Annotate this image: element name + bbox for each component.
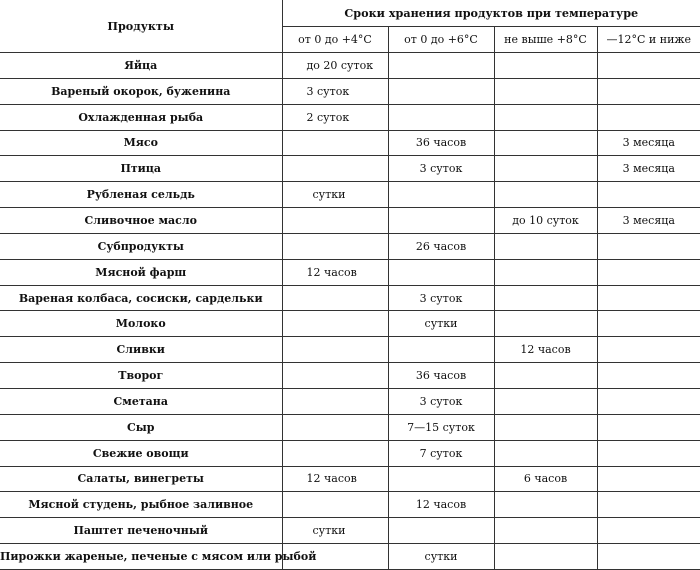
table-row — [0, 388, 700, 414]
temp-minus-12-cell: 3 месяца — [597, 130, 700, 156]
temp-header-minus-12: —12°С и ниже — [597, 27, 700, 53]
product-name-cell: Свежие овощи — [0, 440, 282, 466]
table-row — [0, 311, 700, 337]
temp-max-8-cell — [494, 518, 597, 544]
temp-0-4-cell: 3 суток — [282, 78, 388, 104]
table-row — [0, 182, 700, 208]
product-name-cell: Молоко — [0, 311, 282, 337]
table-row — [0, 233, 700, 259]
table-row — [0, 466, 700, 492]
temp-max-8-cell — [494, 311, 597, 337]
temp-0-6-cell: 12 часов — [388, 492, 494, 518]
temp-0-6-cell — [388, 208, 494, 234]
table-row — [0, 156, 700, 182]
temp-0-6-cell — [388, 466, 494, 492]
temp-max-8-cell — [494, 492, 597, 518]
temp-minus-12-cell — [597, 233, 700, 259]
temp-max-8-cell — [494, 130, 597, 156]
temp-0-6-cell — [388, 337, 494, 363]
temp-0-4-cell — [282, 233, 388, 259]
table-row — [0, 104, 700, 130]
temp-0-6-cell: сутки — [388, 544, 494, 570]
table-header — [0, 0, 700, 53]
temp-0-4-cell — [282, 440, 388, 466]
table-row — [0, 130, 700, 156]
temp-0-4-cell — [282, 130, 388, 156]
product-name-cell: Сливки — [0, 337, 282, 363]
temp-max-8-cell: до 10 суток — [494, 208, 597, 234]
product-name-cell: Сыр — [0, 414, 282, 440]
product-name-cell: Сметана — [0, 388, 282, 414]
temp-0-6-cell — [388, 53, 494, 79]
temp-0-6-cell — [388, 104, 494, 130]
product-name-cell: Вареный окорок, буженина — [0, 78, 282, 104]
temp-0-4-cell — [282, 156, 388, 182]
temp-0-6-cell: 3 суток — [388, 285, 494, 311]
product-name-cell: Мясной фарш — [0, 259, 282, 285]
temp-minus-12-cell — [597, 440, 700, 466]
temp-minus-12-cell — [597, 285, 700, 311]
temp-minus-12-cell — [597, 414, 700, 440]
temp-0-6-cell — [388, 259, 494, 285]
product-name-cell: Охлажденная рыба — [0, 104, 282, 130]
temp-0-4-cell: сутки — [282, 518, 388, 544]
temp-max-8-cell — [494, 182, 597, 208]
product-name-cell: Сливочное масло — [0, 208, 282, 234]
temp-0-4-cell — [282, 492, 388, 518]
temp-0-6-cell: 7 суток — [388, 440, 494, 466]
temp-0-6-cell: 3 суток — [388, 156, 494, 182]
temp-0-6-cell — [388, 78, 494, 104]
product-name-cell: Вареная колбаса, сосиски, сардельки — [0, 285, 282, 311]
product-name-cell: Мясо — [0, 130, 282, 156]
table-row — [0, 78, 700, 104]
temp-0-6-cell: 36 часов — [388, 130, 494, 156]
temp-max-8-cell — [494, 259, 597, 285]
table-row — [0, 414, 700, 440]
temp-minus-12-cell — [597, 104, 700, 130]
temp-max-8-cell — [494, 156, 597, 182]
temp-max-8-cell — [494, 440, 597, 466]
temp-0-6-cell: 3 суток — [388, 388, 494, 414]
temp-0-4-cell — [282, 414, 388, 440]
table-row — [0, 492, 700, 518]
temp-header-0-6: от 0 до +6°С — [388, 27, 494, 53]
temp-max-8-cell: 6 часов — [494, 466, 597, 492]
temp-0-4-cell — [282, 363, 388, 389]
temp-minus-12-cell — [597, 182, 700, 208]
temp-minus-12-cell: 3 месяца — [597, 208, 700, 234]
temp-minus-12-cell — [597, 466, 700, 492]
temp-0-6-cell: 36 часов — [388, 363, 494, 389]
temp-max-8-cell — [494, 53, 597, 79]
temp-0-4-cell: 2 суток — [282, 104, 388, 130]
temp-minus-12-cell — [597, 363, 700, 389]
temp-0-6-cell: 26 часов — [388, 233, 494, 259]
temp-max-8-cell — [494, 78, 597, 104]
temp-max-8-cell — [494, 544, 597, 570]
temp-max-8-cell — [494, 233, 597, 259]
table-row — [0, 518, 700, 544]
temp-minus-12-cell — [597, 337, 700, 363]
temp-0-6-cell: 7—15 суток — [388, 414, 494, 440]
table-row — [0, 53, 700, 79]
temp-0-4-cell: сутки — [282, 182, 388, 208]
temp-max-8-cell — [494, 414, 597, 440]
temp-minus-12-cell — [597, 544, 700, 570]
temp-max-8-cell — [494, 363, 597, 389]
table-row — [0, 337, 700, 363]
table-row — [0, 208, 700, 234]
temp-0-4-cell — [282, 337, 388, 363]
temp-0-6-cell: сутки — [388, 311, 494, 337]
product-name-cell: Творог — [0, 363, 282, 389]
temp-minus-12-cell — [597, 492, 700, 518]
product-name-cell: Салаты, винегреты — [0, 466, 282, 492]
product-name-cell: Яйца — [0, 53, 282, 79]
temp-max-8-cell — [494, 388, 597, 414]
product-name-cell: Субпродукты — [0, 233, 282, 259]
temp-0-4-cell: до 20 суток — [282, 53, 388, 79]
table-row — [0, 259, 700, 285]
table-row — [0, 285, 700, 311]
temp-minus-12-cell — [597, 78, 700, 104]
temp-minus-12-cell — [597, 518, 700, 544]
product-name-cell: Птица — [0, 156, 282, 182]
temp-minus-12-cell — [597, 311, 700, 337]
temp-0-4-cell — [282, 311, 388, 337]
temp-0-6-cell — [388, 518, 494, 544]
temp-minus-12-cell — [597, 259, 700, 285]
temp-0-4-cell: 12 часов — [282, 259, 388, 285]
temp-0-6-cell — [388, 182, 494, 208]
temp-0-4-cell — [282, 388, 388, 414]
temp-minus-12-cell — [597, 53, 700, 79]
table-row — [0, 440, 700, 466]
table-row — [0, 544, 700, 570]
temp-minus-12-cell — [597, 388, 700, 414]
table-row — [0, 363, 700, 389]
temp-max-8-cell: 12 часов — [494, 337, 597, 363]
temp-header-max-8: не выше +8°С — [494, 27, 597, 53]
table-body — [0, 53, 700, 570]
temp-header-0-4: от 0 до +4°С — [282, 27, 388, 53]
temp-minus-12-cell: 3 месяца — [597, 156, 700, 182]
product-name-cell: Паштет печеночный — [0, 518, 282, 544]
temp-max-8-cell — [494, 285, 597, 311]
temperature-group-header: Сроки хранения продуктов при температуре — [282, 0, 700, 27]
product-name-cell: Мясной студень, рыбное заливное — [0, 492, 282, 518]
product-name-cell: Пирожки жареные, печеные с мясом или рыбой — [0, 544, 282, 570]
products-column-header: Продукты — [0, 0, 282, 53]
temp-0-4-cell — [282, 208, 388, 234]
temp-0-4-cell: 12 часов — [282, 466, 388, 492]
product-name-cell: Рубленая сельдь — [0, 182, 282, 208]
temp-max-8-cell — [494, 104, 597, 130]
temp-0-4-cell — [282, 285, 388, 311]
